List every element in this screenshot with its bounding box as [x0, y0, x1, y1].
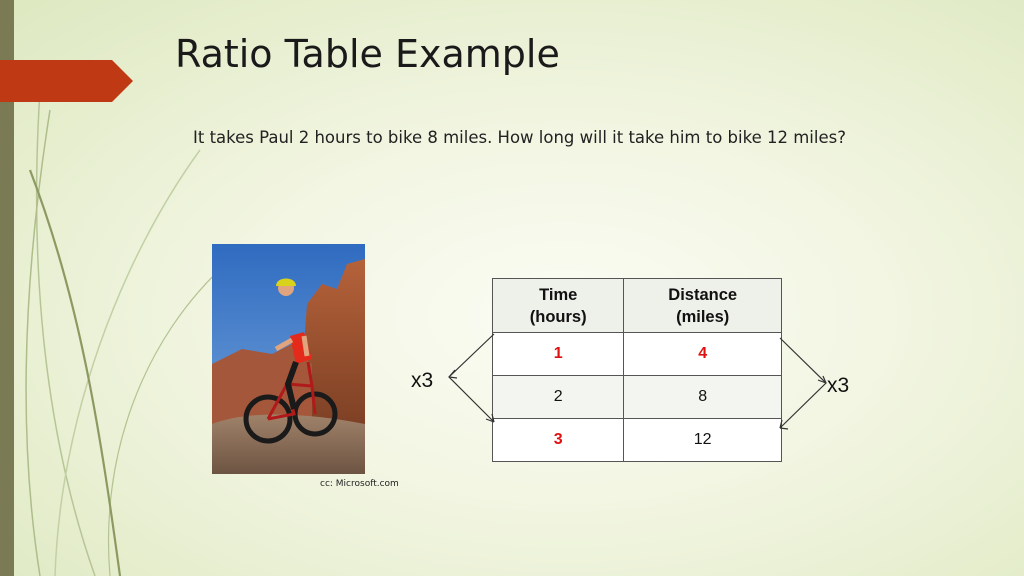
table-cell: 3 [493, 419, 624, 462]
multiplier-left: x3 [411, 369, 434, 392]
table-row [493, 419, 782, 462]
ratio-table [492, 278, 782, 462]
left-scale-arrow-icon [449, 334, 494, 422]
cyclist-photo-icon [212, 244, 365, 474]
word-problem-text: It takes Paul 2 hours to bike 8 miles. How long will it take him to bike 12 miles? [193, 128, 846, 147]
table-header-row [493, 279, 782, 333]
table-cell: 4 [624, 333, 782, 376]
photo-credit: cc: Microsoft.com [320, 479, 399, 489]
table-cell: 2 [493, 376, 624, 419]
column-header-time: Time (hours) [493, 279, 624, 333]
multiplier-right: x3 [827, 374, 850, 397]
table-cell: 12 [624, 419, 782, 462]
title-arrow-icon [0, 60, 133, 102]
table-cell: 1 [493, 333, 624, 376]
column-header-distance: Distance (miles) [624, 279, 782, 333]
table-row [493, 333, 782, 376]
table-cell: 8 [624, 376, 782, 419]
slide-title: Ratio Table Example [175, 32, 560, 76]
right-scale-arrow-icon [780, 338, 826, 428]
table-row [493, 376, 782, 419]
